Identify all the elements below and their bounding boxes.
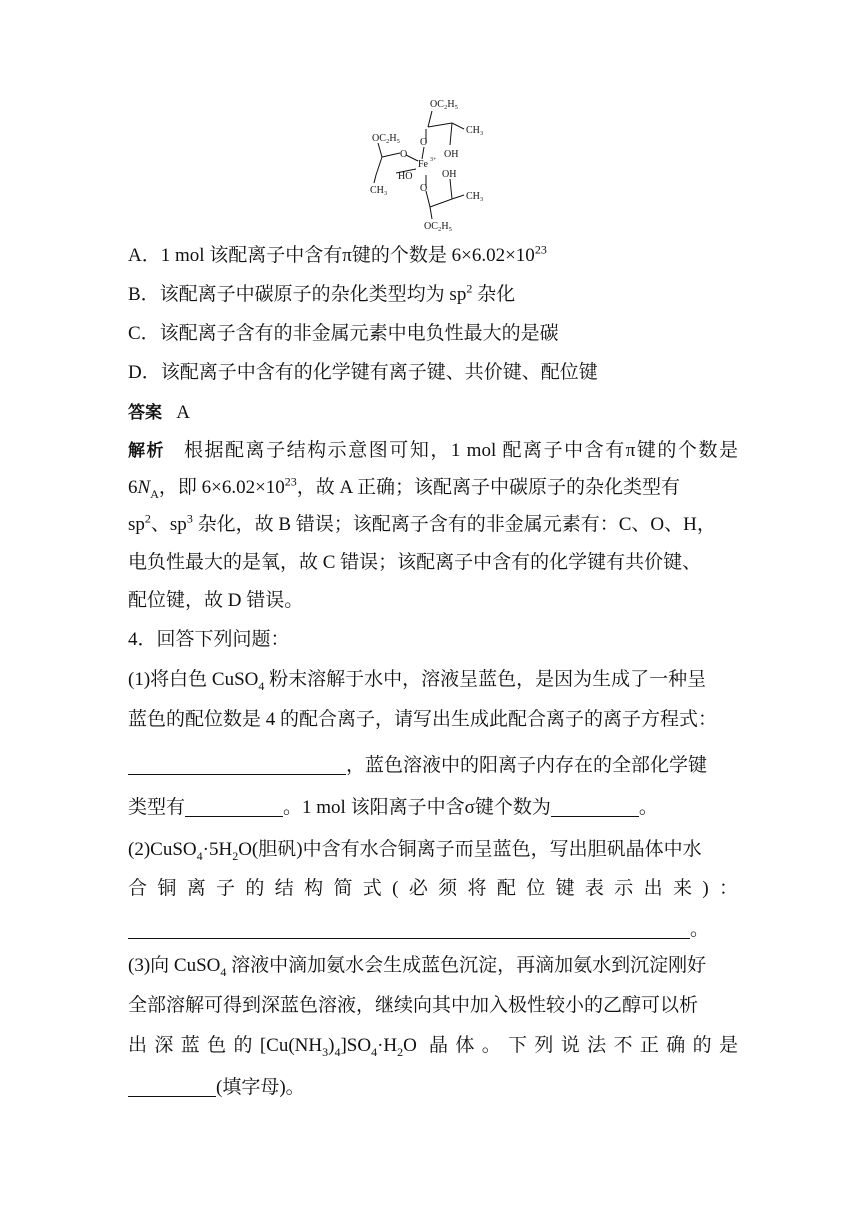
analysis-line-1 <box>128 433 738 469</box>
option-b-text: B．该配离子中碳原子的杂化类型均为 sp <box>128 284 467 305</box>
analysis-text-1: 根据配离子结构示意图可知，1 mol 配离子中含有π键的个数是 <box>183 440 739 461</box>
label-oh-right: OH <box>444 149 459 160</box>
q4-p3-3d: 4 <box>334 1044 341 1059</box>
analysis-2c: A <box>150 486 159 501</box>
q4-p3-3g: ·H <box>377 1035 398 1056</box>
q4-p2-line-3 <box>128 912 738 948</box>
q4-title-text: 4．回答下列问题： <box>128 629 290 650</box>
label-oh-lower: OH <box>442 169 457 180</box>
label-o-bottom: O <box>420 183 428 194</box>
label-oc2h5-left: OC₂H₅ <box>372 133 401 144</box>
analysis-label: 解析 <box>128 441 166 461</box>
label-o-left: O <box>400 149 408 160</box>
analysis-2e: 23 <box>284 474 297 489</box>
q4-p2-2: 合铜离子的结构简式(必须将配位键表示出来)： <box>128 878 738 899</box>
option-c-text: C．该配离子含有的非金属元素中电负性最大的是碳 <box>128 323 559 344</box>
analysis-text-5: 配位键，故 D 错误。 <box>128 590 304 611</box>
option-a-sup: 23 <box>534 242 547 257</box>
q4-p2-line-2 <box>128 871 738 907</box>
q4-p3-3i: O 晶体。下列说法不正确的是 <box>403 1035 738 1056</box>
q4-p1-line-4 <box>128 790 738 826</box>
analysis-3a: sp <box>128 514 145 535</box>
q4-title <box>128 622 738 658</box>
q4-p2-1e: O(胆矾)中含有水合铜离子而呈蓝色，写出胆矾晶体中水 <box>238 839 702 860</box>
analysis-3b: 2 <box>144 511 151 526</box>
answer-blank-sigma-count[interactable] <box>551 794 639 817</box>
analysis-text-4: 电负性最大的是氧，故 C 错误；该配离子中含有的化学键有共价键、 <box>128 552 702 573</box>
q4-p1-4c: 。 <box>638 797 658 818</box>
answer-line <box>128 395 738 431</box>
label-ho-left: HO <box>398 171 413 182</box>
label-o-top: O <box>420 137 428 148</box>
q4-p1-1b: 4 <box>258 678 265 693</box>
label-ch3-left: CH₃ <box>370 185 388 196</box>
label-ch3-bottom: CH₃ <box>466 191 484 202</box>
q4-p2-line-1 <box>128 832 738 868</box>
q4-p1-line-2 <box>128 702 738 738</box>
q4-p1-line-1 <box>128 662 738 698</box>
q4-p2-1b: 4 <box>196 848 203 863</box>
q4-p3-1a: (3)向 CuSO <box>128 955 221 976</box>
q4-p3-3b: 3 <box>322 1044 329 1059</box>
q4-p3-3f: 4 <box>371 1044 378 1059</box>
q4-p3-1b: 4 <box>220 964 227 979</box>
label-oc2h5-top: OC₂H₅ <box>430 99 459 110</box>
analysis-2b: N <box>137 477 151 498</box>
analysis-3e: 杂化，故 B 错误；该配离子含有的非金属元素有：C、O、H， <box>192 514 716 535</box>
q4-p1-4a: 类型有 <box>128 797 186 818</box>
option-a <box>128 238 738 274</box>
q4-p1-1c: 粉末溶解于水中，溶液呈蓝色，是因为生成了一种呈 <box>264 669 707 690</box>
answer-value: A <box>176 402 190 423</box>
label-fe-charge: 3+ <box>430 157 437 163</box>
structure-diagram <box>360 95 510 235</box>
q4-p1-2: 蓝色的配位数是 4 的配合离子，请写出生成此配合离子的离子方程式： <box>128 709 718 730</box>
analysis-2d: ，即 6×6.02×10 <box>158 477 285 498</box>
q4-p2-1a: (2)CuSO <box>128 839 197 860</box>
option-b-tail: 杂化 <box>472 284 516 305</box>
analysis-line-4 <box>128 545 738 581</box>
option-d-text: D．该配离子中含有的化学键有离子键、共价键、配位键 <box>128 362 598 383</box>
q4-p3-line-4 <box>128 1070 738 1106</box>
analysis-3c: 、sp <box>150 514 187 535</box>
q4-p3-3a: 出深蓝色的[Cu(NH <box>128 1035 323 1056</box>
q4-p3-2: 全部溶解可得到深蓝色溶液，继续向其中加入极性较小的乙醇可以析 <box>128 995 699 1016</box>
analysis-line-2 <box>128 470 738 506</box>
q4-p3-4: (填字母)。 <box>216 1077 305 1098</box>
q4-p3-3c: ) <box>328 1035 335 1056</box>
option-b-sup: 2 <box>466 281 473 296</box>
answer-blank-bond-types[interactable] <box>185 794 283 817</box>
q4-p3-1c: 溶液中滴加氨水会生成蓝色沉淀，再滴加氨水到沉淀刚好 <box>226 955 707 976</box>
q4-p1-3: ，蓝色溶液中的阳离子内存在的全部化学键 <box>346 755 708 776</box>
q4-p1-1a: (1)将白色 CuSO <box>128 669 259 690</box>
answer-blank-choice[interactable] <box>128 1074 216 1097</box>
q4-p2-3-end: 。 <box>690 919 710 940</box>
option-d <box>128 355 738 391</box>
q4-p3-line-3 <box>128 1028 738 1064</box>
q4-p3-line-2 <box>128 988 738 1024</box>
label-fe: Fe <box>418 159 428 170</box>
q4-p3-line-1 <box>128 948 738 984</box>
label-ch3-top: CH₃ <box>466 125 484 136</box>
q4-p3-3h: 2 <box>397 1044 404 1059</box>
option-c <box>128 316 738 352</box>
answer-blank-equation[interactable] <box>128 752 346 775</box>
answer-blank-structure[interactable] <box>128 916 690 939</box>
q4-p2-1c: ·5H <box>202 839 233 860</box>
analysis-2f: ，故 A 正确；该配离子中碳原子的杂化类型有 <box>296 477 680 498</box>
q4-p1-4b: 。1 mol 该阳离子中含σ键个数为 <box>283 797 551 818</box>
analysis-2a: 6 <box>128 477 138 498</box>
option-a-text: A．1 mol 该配离子中含有π键的个数是 6×6.02×10 <box>128 245 535 266</box>
complex-ion-structure <box>360 95 510 235</box>
option-b <box>128 277 738 313</box>
q4-p2-1d: 2 <box>232 848 239 863</box>
answer-label: 答案 <box>128 403 162 423</box>
analysis-line-3 <box>128 507 738 543</box>
q4-p1-line-3 <box>128 748 738 784</box>
q4-p3-3e: ]SO <box>340 1035 372 1056</box>
analysis-3d: 3 <box>186 511 193 526</box>
analysis-line-5 <box>128 583 738 619</box>
label-oc2h5-bottom: OC₂H₅ <box>424 221 453 232</box>
